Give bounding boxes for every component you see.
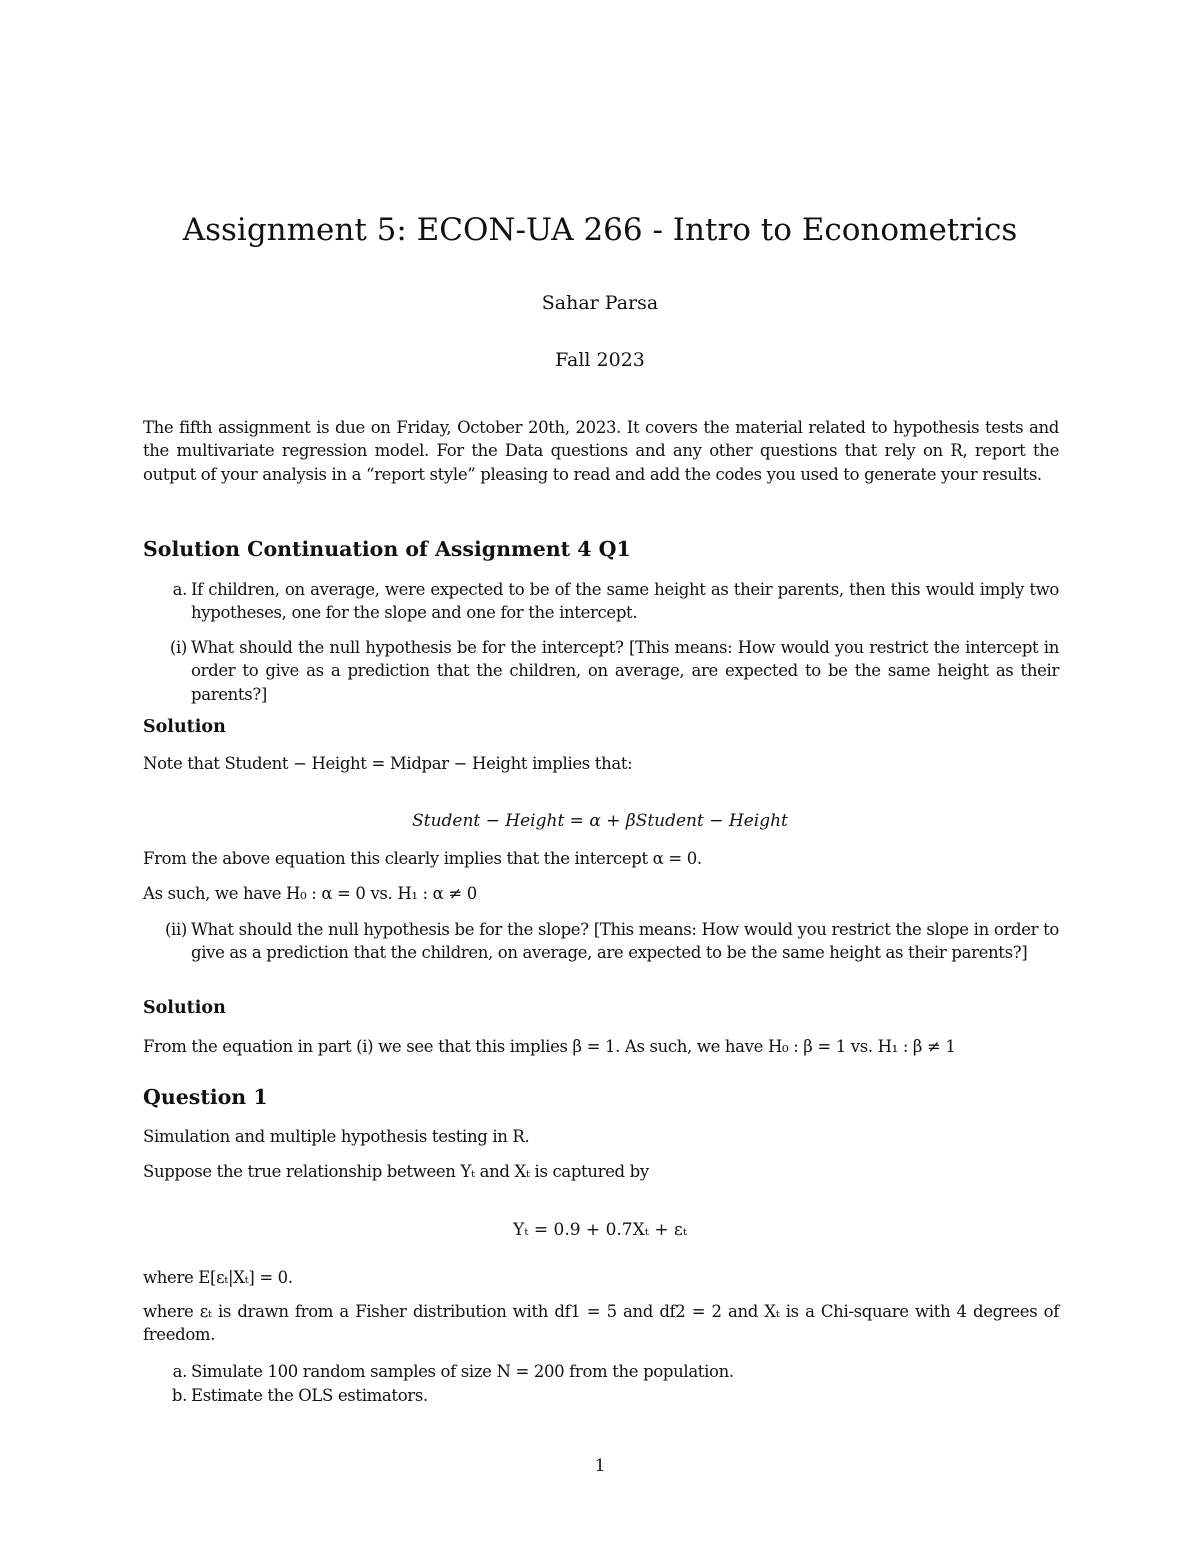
intercept-line: From the above equation this clearly implies that the intercept α = 0. [143,849,702,868]
where-line: where εₜ is drawn from a Fisher distribution with df1 = 5 and df2 = 2 and Xₜ is a Chi-square with 4 degrees of freedom. [143,1302,1059,1345]
equation: Yₜ = 0.9 + 0.7Xₜ + εₜ [513,1220,687,1240]
date: Fall 2023 [555,349,645,371]
intro-paragraph: The fifth assignment is due on Friday, October 20th, 2023. It covers the material related to hypothesis tests and the multivariate regression model. For the Data questions and any other questions that rely on R, report the output of your analysis in a “report style” pleasing to read and add the codes you used to generate your results. [143,418,1059,484]
question-line: Suppose the true relationship between Yₜ and Xₜ is captured by [143,1162,649,1181]
page-number: 1 [594,1456,606,1476]
list-item-text: What should the null hypothesis be for the slope? [This means: How would you restrict the slope in order to give as a prediction that the children, on average, are expected to be the same height as their parents?] [191,920,1059,963]
where-line: where E[εₜ|Xₜ] = 0. [143,1268,293,1287]
list-marker: (ii) [164,920,187,939]
list-marker: a. [172,580,187,599]
list-item [143,918,1059,965]
list-item [143,578,1059,625]
list-marker: b. [171,1386,187,1405]
list-marker: a. [172,1362,187,1381]
author-name: Sahar Parsa [541,292,659,314]
list-item-text: What should the null hypothesis be for the intercept? [This means: How would you restrict the intercept in order to give as a prediction that the children, on average, are expected to be the same height as their parents?] [191,638,1059,704]
solution-label: Solution [143,998,226,1018]
list-item-text: Simulate 100 random samples of size N = 200 from the population. [191,1362,734,1381]
list-item [143,1384,1059,1407]
list-item [143,1360,1059,1383]
section-heading-question-1: Question 1 [143,1085,268,1109]
note-line: Note that Student − Height = Midpar − Height implies that: [143,754,633,773]
section-heading-solution-continuation: Solution Continuation of Assignment 4 Q1 [143,537,631,561]
list-item-text: Estimate the OLS estimators. [191,1386,428,1405]
page-title: Assignment 5: ECON-UA 266 - Intro to Econometrics [182,212,1018,248]
equation: Student − Height = α + βStudent − Height [412,811,788,831]
hypothesis-alpha-line: As such, we have H₀ : α = 0 vs. H₁ : α ≠ 0 [143,884,477,903]
list-marker: (i) [169,638,187,657]
list-item [143,636,1059,706]
question-line: Simulation and multiple hypothesis testing in R. [143,1127,530,1146]
list-item-text: If children, on average, were expected to be of the same height as their parents, then this would imply two hypotheses, one for the slope and one for the intercept. [191,580,1059,623]
solution-label: Solution [143,717,226,737]
beta-line: From the equation in part (i) we see that this implies β = 1. As such, we have H₀ : β = 1 vs. H₁ : β ≠ 1 [143,1037,956,1056]
